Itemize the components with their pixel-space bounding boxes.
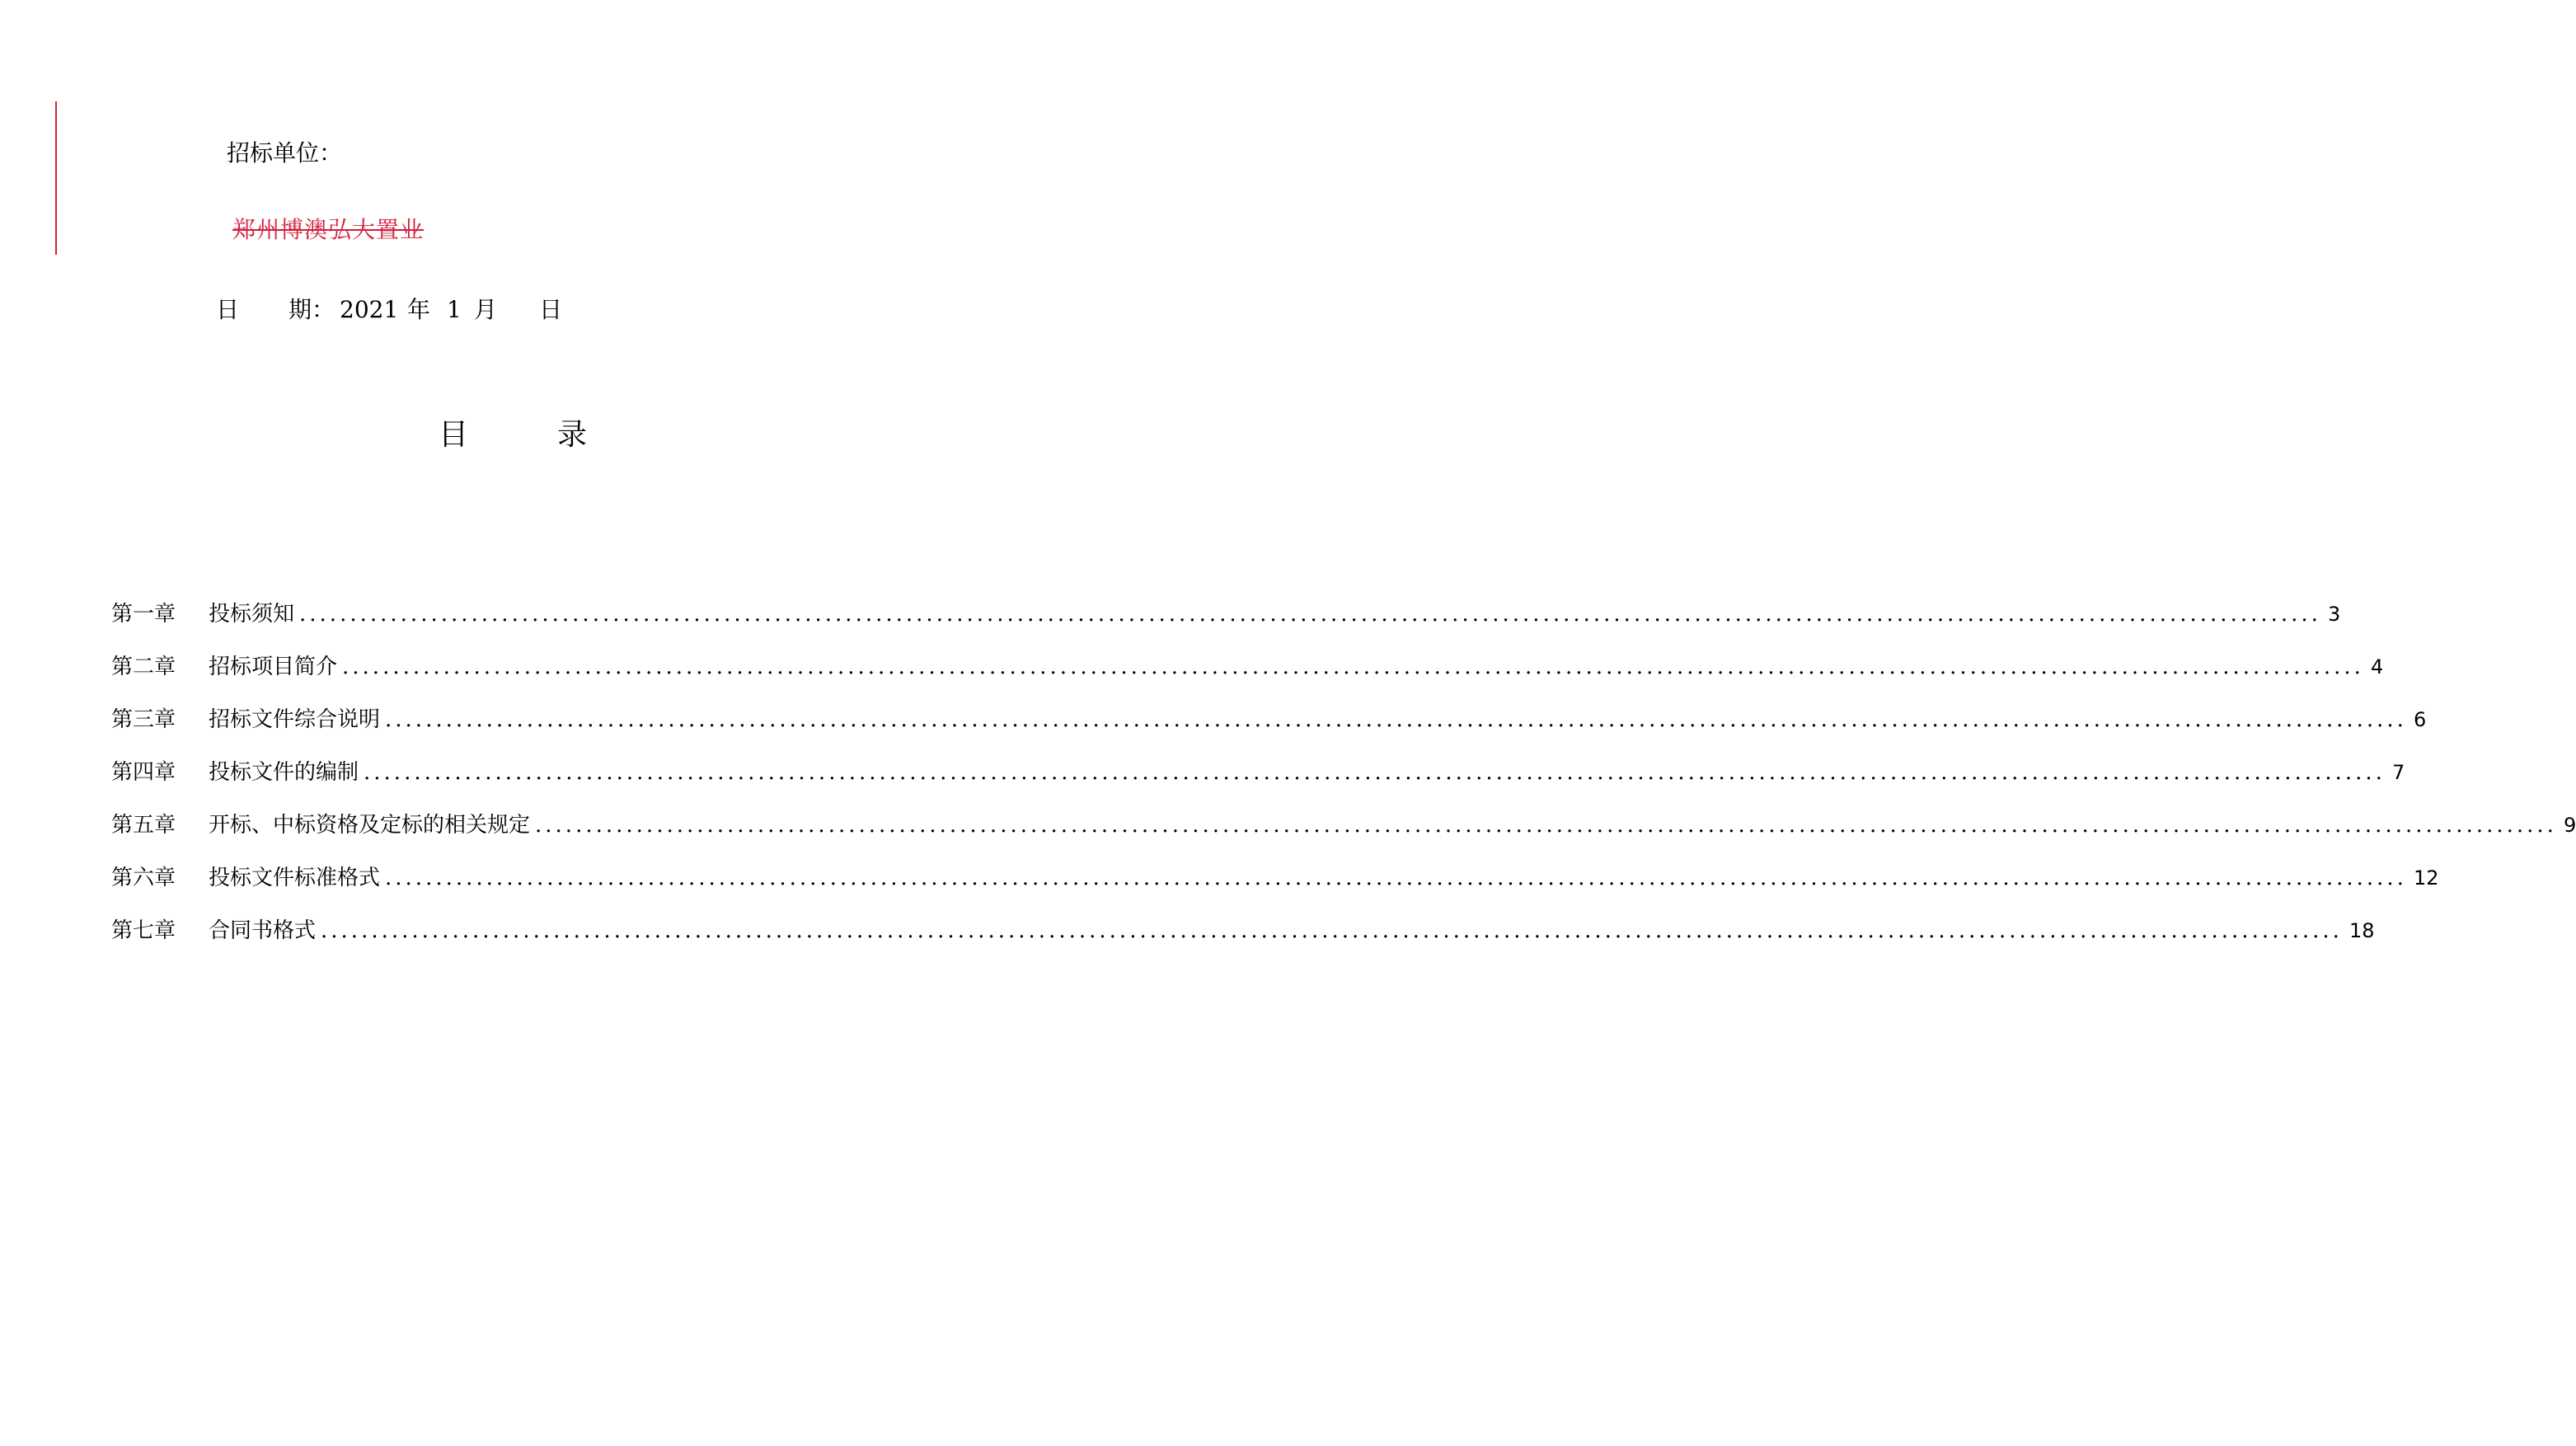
toc-entry-title: 招标文件综合说明 xyxy=(209,707,381,732)
toc-chapter: 第四章 xyxy=(111,760,176,785)
toc-title-right: 录 xyxy=(557,418,588,452)
toc-leader-dots: ........................................................................................................................................................................................................ xyxy=(535,813,2557,838)
date-month-unit: 月 xyxy=(474,296,498,323)
toc-entry-title: 投标文件的编制 xyxy=(209,760,359,785)
toc-chapter: 第五章 xyxy=(111,813,176,838)
toc-chapter: 第一章 xyxy=(111,602,176,627)
toc-page-number: 12 xyxy=(2413,866,2439,890)
toc-entry[interactable] xyxy=(111,863,2439,916)
toc-entry[interactable] xyxy=(111,652,2384,705)
date-qi-label: 期： xyxy=(289,296,335,323)
toc-chapter: 第七章 xyxy=(111,918,176,943)
toc-leader-dots: ........................................................................................................................................................................................................ xyxy=(385,707,2407,732)
toc-leader-dots: ........................................................................................................................................................................................................ xyxy=(299,602,2321,627)
toc-chapter: 第三章 xyxy=(111,707,176,732)
toc-entry[interactable] xyxy=(111,599,2341,652)
date-ri-label: 日 xyxy=(216,296,240,323)
revision-change-bar xyxy=(55,101,57,255)
toc-entry[interactable] xyxy=(111,916,2375,969)
toc-entry[interactable] xyxy=(111,810,2576,863)
toc-page-number: 7 xyxy=(2391,761,2405,784)
toc-page-number: 3 xyxy=(2327,603,2341,626)
toc-entry-title: 投标文件标准格式 xyxy=(209,866,381,890)
toc-leader-dots: ........................................................................................................................................................................................................ xyxy=(342,655,2364,679)
toc-entry[interactable] xyxy=(111,705,2427,758)
toc-entry-title: 开标、中标资格及定标的相关规定 xyxy=(209,813,531,838)
toc-page-number: 4 xyxy=(2370,655,2384,678)
toc-entry-title: 合同书格式 xyxy=(209,918,317,943)
toc-page-number: 18 xyxy=(2348,919,2375,942)
toc-chapter: 第六章 xyxy=(111,866,176,890)
toc-leader-dots: ........................................................................................................................................................................................................ xyxy=(385,866,2407,890)
toc-page-number: 6 xyxy=(2413,708,2427,731)
toc-entry[interactable] xyxy=(111,758,2405,810)
date-line xyxy=(216,293,579,326)
toc-entry-title: 招标项目简介 xyxy=(209,655,338,679)
date-month: 1 xyxy=(447,296,462,323)
toc-chapter: 第二章 xyxy=(111,655,176,679)
issuer-label: 招标单位： xyxy=(227,139,343,167)
issuer-name-deleted: 郑州博澳弘大置业 xyxy=(232,216,425,243)
toc-leader-dots: ........................................................................................................................................................................................................ xyxy=(364,760,2386,785)
toc-entry-title: 投标须知 xyxy=(209,602,295,627)
table-of-contents xyxy=(111,599,2576,969)
toc-leader-dots: ........................................................................................................................................................................................................ xyxy=(321,918,2343,943)
date-day-unit: 日 xyxy=(539,296,563,323)
toc-page-number: 9 xyxy=(2563,814,2576,837)
toc-title-left: 目 xyxy=(439,418,469,452)
date-year-unit: 年 xyxy=(407,296,431,323)
date-year: 2021 xyxy=(340,296,399,323)
